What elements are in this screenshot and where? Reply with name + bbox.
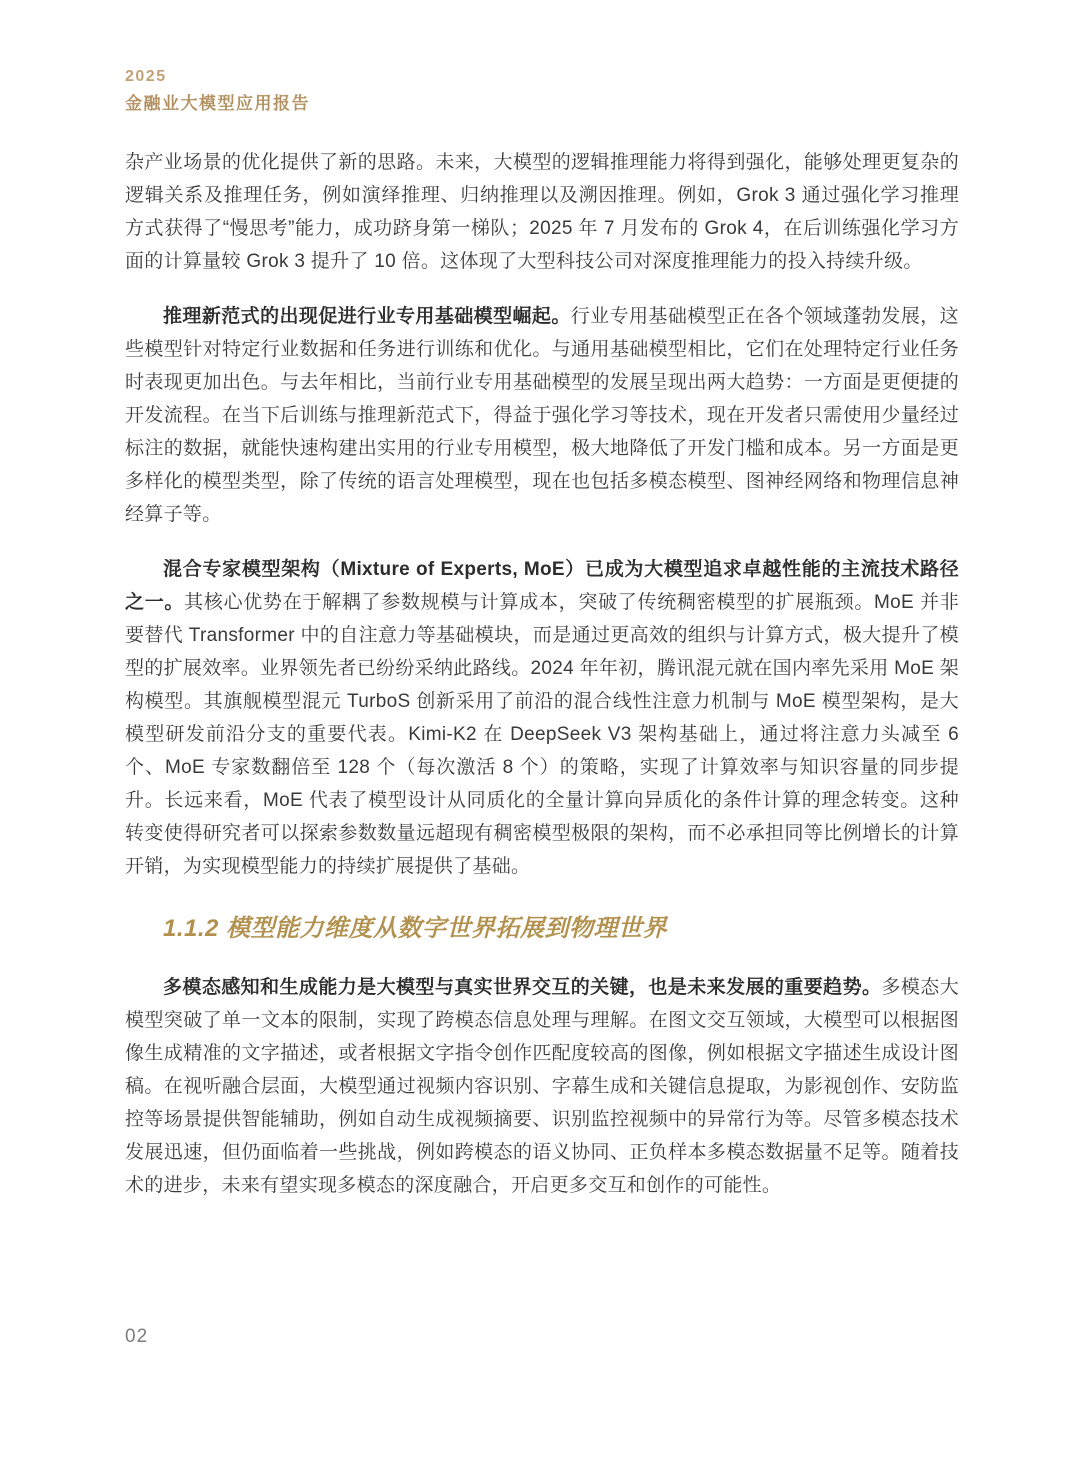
body-paragraph <box>125 553 959 883</box>
body-paragraph <box>125 300 959 531</box>
paragraph-lead-bold: 推理新范式的出现促进行业专用基础模型崛起。 <box>163 306 571 327</box>
paragraph-text: 杂产业场景的优化提供了新的思路。未来，大模型的逻辑推理能力将得到强化，能够处理更复杂的逻辑关系及推理任务，例如演绎推理、归纳推理以及溯因推理。例如，Grok 3 通过强化学习推理方式获得了“慢思考”能力，成功跻身第一梯队；2025 年 7 月发布的 Grok 4，在后训练强化学习方面的计算量较 Grok 3 提升了 10 倍。这体现了大型科技公司对深度推理能力的投入持续升级。 <box>125 152 959 272</box>
page-body <box>125 146 959 1224</box>
report-year: 2025 <box>125 68 167 85</box>
page-number: 02 <box>125 1326 149 1347</box>
report-brand-header <box>125 68 310 114</box>
paragraph-lead-bold: 多模态感知和生成能力是大模型与真实世界交互的关键，也是未来发展的重要趋势。 <box>163 977 882 998</box>
paragraph-lead-bold: 混合专家模型架构（Mixture of Experts, MoE）已成为大模型追求卓越性能的主流技术路径之一。 <box>125 559 959 613</box>
paragraph-text: 其核心优势在于解耦了参数规模与计算成本，突破了传统稠密模型的扩展瓶颈。MoE 并非要替代 Transformer 中的自注意力等基础模块，而是通过更高效的组织与计算方式，极大提升了模型的扩展效率。业界领先者已纷纷采纳此路线。2024 年年初，腾讯混元就在国内率先采用 MoE 架构模型。其旗舰模型混元 TurboS 创新采用了前沿的混合线性注意力机制与 MoE 模型架构，是大模型研发前沿分支的重要代表。Kimi-K2 在 DeepSeek V3 架构基础上，通过将注意力头减至 6 个、MoE 专家数翻倍至 128 个（每次激活 8 个）的策略，实现了计算效率与知识容量的同步提升。长远来看，MoE 代表了模型设计从同质化的全量计算向异质化的条件计算的理念转变。这种转变使得研究者可以探索参数数量远超现有稠密模型极限的架构，而不必承担同等比例增长的计算开销，为实现模型能力的持续扩展提供了基础。 <box>125 592 959 877</box>
section-heading-1-1-2: 1.1.2 模型能力维度从数字世界拓展到物理世界 <box>163 915 668 942</box>
paragraph-text: 行业专用基础模型正在各个领域蓬勃发展，这些模型针对特定行业数据和任务进行训练和优化。与通用基础模型相比，它们在处理特定行业任务时表现更加出色。与去年相比，当前行业专用基础模型的发展呈现出两大趋势：一方面是更便捷的开发流程。在当下后训练与推理新范式下，得益于强化学习等技术，现在开发者只需使用少量经过标注的数据，就能快速构建出实用的行业专用模型，极大地降低了开发门槛和成本。另一方面是更多样化的模型类型，除了传统的语言处理模型，现在也包括多模态模型、图神经网络和物理信息神经算子等。 <box>125 306 959 525</box>
report-title: 金融业大模型应用报告 <box>125 94 310 113</box>
body-paragraph <box>125 971 959 1202</box>
body-paragraph <box>125 146 959 278</box>
paragraph-text: 多模态大模型突破了单一文本的限制，实现了跨模态信息处理与理解。在图文交互领域，大模型可以根据图像生成精准的文字描述，或者根据文字指令创作匹配度较高的图像，例如根据文字描述生成设计图稿。在视听融合层面，大模型通过视频内容识别、字幕生成和关键信息提取，为影视创作、安防监控等场景提供智能辅助，例如自动生成视频摘要、识别监控视频中的异常行为等。尽管多模态技术发展迅速，但仍面临着一些挑战，例如跨模态的语义协同、正负样本多模态数据量不足等。随着技术的进步，未来有望实现多模态的深度融合，开启更多交互和创作的可能性。 <box>125 977 960 1196</box>
